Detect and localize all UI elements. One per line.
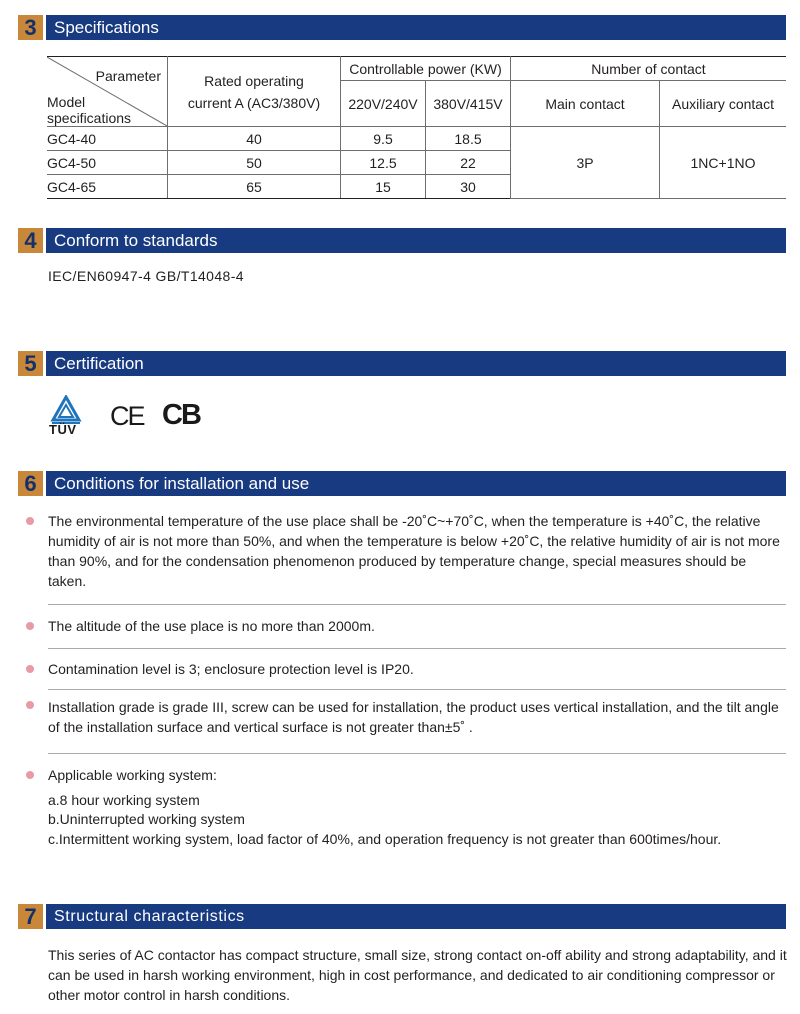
table-corner-header — [47, 57, 168, 127]
section-number: 6 — [18, 471, 43, 496]
condition-working-a: a.8 hour working system — [48, 792, 200, 808]
section-number: 4 — [18, 228, 43, 253]
section-number: 5 — [18, 351, 43, 376]
contact-header: Number of contact — [511, 57, 787, 81]
power-220-cell: 9.5 — [341, 127, 426, 151]
aux-contact-value: 1NC+1NO — [660, 127, 787, 199]
bullet-icon — [26, 701, 34, 709]
model-label-line2: specifications — [47, 110, 132, 126]
section-number: 3 — [18, 15, 43, 40]
rated-current-header — [168, 57, 341, 127]
model-label-line1: Model — [47, 94, 86, 110]
parameter-label: Parameter — [95, 68, 161, 84]
section-certification-header — [18, 351, 786, 376]
section-title: Certification — [46, 351, 786, 376]
condition-working-c: c.Intermittent working system, load factor of 40%, and operation frequency is not greater than 600times/hour. — [48, 831, 722, 847]
condition-working-title: Applicable working system: — [48, 767, 217, 783]
model-cell: GC4-40 — [47, 127, 168, 151]
current-cell: 40 — [168, 127, 341, 151]
section-structural-header — [18, 904, 786, 929]
main-contact-value: 3P — [511, 127, 660, 199]
table-row — [47, 127, 786, 151]
ce-mark-icon: CE — [110, 401, 144, 431]
power-380-cell: 18.5 — [426, 127, 511, 151]
bullet-icon — [26, 517, 34, 525]
section-title: Structural characteristics — [46, 904, 786, 929]
section-standards-header — [18, 228, 786, 253]
model-label — [47, 94, 131, 126]
condition-working-b: b.Uninterrupted working system — [48, 811, 245, 827]
model-cell: GC4-50 — [47, 151, 168, 175]
section-title: Specifications — [46, 15, 786, 40]
standards-text: IEC/EN60947-4 GB/T14048-4 — [48, 268, 244, 284]
section-title: Conform to standards — [46, 228, 786, 253]
power-380-header: 380V/415V — [426, 81, 511, 127]
tuv-logo-icon — [48, 395, 84, 439]
divider — [48, 689, 786, 690]
power-220-cell: 15 — [341, 175, 426, 199]
aux-contact-header: Auxiliary contact — [660, 81, 787, 127]
bullet-icon — [26, 622, 34, 630]
condition-temperature: The environmental temperature of the use place shall be -20˚C~+70˚C, when the temperature is +40˚C, the relative humidity of air is not more than 50%, and when the temperature is below +20˚C, the relative humidity of air is not more than 90%, and for the condensation phenomenon produced by temperature change, special measures should be taken. — [48, 513, 780, 589]
specifications-table — [47, 56, 786, 199]
divider — [48, 753, 786, 754]
cb-mark-icon: CB — [162, 399, 200, 431]
power-220-cell: 12.5 — [341, 151, 426, 175]
condition-installation: Installation grade is grade III, screw can be used for installation, the product uses vertical installation, and the tilt angle of the installation surface and vertical surface is not greater than±5˚ . — [48, 699, 779, 735]
bullet-icon — [26, 771, 34, 779]
power-380-cell: 22 — [426, 151, 511, 175]
section-number: 7 — [18, 904, 43, 929]
power-220-header: 220V/240V — [341, 81, 426, 127]
condition-altitude: The altitude of the use place is no more than 2000m. — [48, 618, 375, 634]
power-header: Controllable power (KW) — [341, 57, 511, 81]
divider — [48, 648, 786, 649]
section-specifications-header — [18, 15, 786, 40]
model-cell: GC4-65 — [47, 175, 168, 199]
tuv-logo-text: TÜV — [49, 422, 77, 437]
rated-current-line2: current A (AC3/380V) — [187, 94, 321, 111]
condition-contamination: Contamination level is 3; enclosure protection level is IP20. — [48, 661, 414, 677]
current-cell: 50 — [168, 151, 341, 175]
power-380-cell: 30 — [426, 175, 511, 199]
section-title: Conditions for installation and use — [46, 471, 786, 496]
bullet-icon — [26, 665, 34, 673]
section-conditions-header — [18, 471, 786, 496]
structural-text: This series of AC contactor has compact structure, small size, strong contact on-off ability and strong adaptability, and it can be used in harsh working environment, high in cost performance, and dedicated to air conditioning compressor or other motor control in harsh conditions. — [48, 947, 787, 1003]
current-cell: 65 — [168, 175, 341, 199]
divider — [48, 604, 786, 605]
main-contact-header: Main contact — [511, 81, 660, 127]
rated-current-line1: Rated operating — [204, 72, 304, 89]
